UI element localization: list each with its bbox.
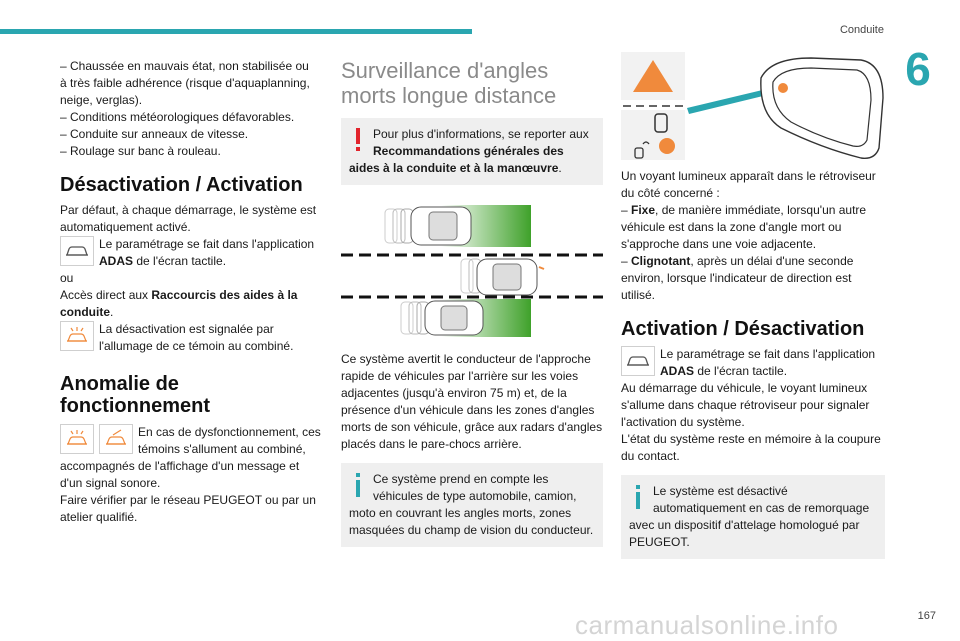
paragraph: Ce système prend en compte les	[373, 472, 549, 486]
paragraph: Le paramétrage se fait dans l'application	[660, 347, 876, 361]
paragraph: d'un signal sonore.	[60, 476, 161, 490]
paragraph: l'allumage de ce témoin au combiné.	[99, 339, 294, 353]
title-line: morts longue distance	[341, 83, 557, 108]
heading-line: Anomalie de	[60, 373, 179, 395]
paragraph: L'état du système reste en mémoire à la coupure	[621, 432, 881, 446]
heading-anomalie	[60, 373, 322, 417]
paragraph: s'approche dans une voie adjacente.	[621, 237, 817, 251]
paragraph: , de manière immédiate, lorsqu'un autre	[655, 203, 867, 217]
heading-activation: Activation / Désactivation	[621, 318, 865, 340]
paragraph: accompagnés de l'affichage d'un message et	[60, 459, 300, 473]
car-shape	[461, 259, 544, 295]
adas-setting-row	[60, 236, 322, 270]
column-middle	[341, 58, 603, 547]
column-left	[60, 58, 322, 526]
adas-label: ADAS	[99, 254, 134, 268]
list-line: à très faible adhérence (risque d'aquaplanning,	[60, 76, 310, 90]
mode-label: Clignotant	[631, 254, 691, 268]
paragraph: l'activation du système.	[621, 415, 745, 429]
paragraph: de l'écran tactile.	[694, 364, 788, 378]
heading-deactivation: Désactivation / Activation	[60, 174, 303, 196]
paragraph: Le paramétrage se fait dans l'application	[99, 237, 315, 251]
paragraph: présence d'un véhicule dans les zones d'angles	[341, 403, 595, 417]
paragraph: masquées du champ de vision du conducteur.	[349, 523, 594, 537]
paragraph: rapide de véhicules par l'arrière sur les voies	[341, 369, 579, 383]
info-icon	[351, 471, 365, 499]
paragraph: environ, lorsque l'indicateur de direction est	[621, 271, 852, 285]
mirror-illustration	[621, 48, 885, 160]
paragraph: de l'écran tactile.	[133, 254, 227, 268]
reference-label: Recommandations générales des	[373, 144, 564, 158]
blind-spot-illustration	[341, 199, 603, 339]
paragraph: automatiquement activé.	[60, 220, 191, 234]
paragraph: Ce système avertit le conducteur de l'approche	[341, 352, 591, 366]
section-title: Conduite	[839, 24, 884, 36]
paragraph: s'allume dans chaque rétroviseur pour signaler	[621, 398, 870, 412]
paragraph: PEUGEOT.	[629, 535, 690, 549]
dash: –	[621, 203, 632, 217]
list-line: – Roulage sur banc à rouleau.	[60, 144, 221, 158]
paragraph: Un voyant lumineux apparaît dans le rétroviseur	[621, 169, 876, 183]
side-mirror	[761, 58, 883, 158]
punctuation: .	[558, 161, 562, 175]
info-icon	[631, 483, 645, 511]
header-accent-bar	[0, 29, 472, 34]
car-shape	[401, 301, 483, 335]
paragraph: Accès direct aux	[60, 288, 152, 302]
section-title-blind-spot	[341, 58, 603, 108]
list-line: – Conditions météorologiques défavorables.	[60, 110, 295, 124]
paragraph: véhicule est dans la zone d'angle mort ou	[621, 220, 842, 234]
fault-row	[60, 424, 322, 458]
adas-setting-row	[621, 346, 885, 380]
car-shape	[385, 207, 471, 245]
adas-label: ADAS	[660, 364, 695, 378]
panel	[621, 110, 685, 160]
reference-label: aides à la conduite et à la manœuvre	[349, 161, 559, 175]
paragraph: moto en couvrant les angles morts, zones	[349, 506, 572, 520]
page-number: 167	[917, 610, 936, 622]
paragraph: ou	[60, 271, 74, 285]
car-settings-icon	[621, 346, 655, 376]
paragraph: avec un dispositif d'attelage homologué par	[629, 518, 860, 532]
paragraph: du côté concerné :	[621, 186, 720, 200]
paragraph: témoins s'allument au combiné,	[138, 442, 306, 456]
mode-label: Fixe	[631, 203, 656, 217]
paragraph: automatiquement en cas de remorquage	[653, 501, 870, 515]
pointer-arrow	[687, 88, 771, 114]
warning-exclamation-icon	[351, 126, 365, 154]
title-line: Surveillance d'angles	[341, 58, 549, 83]
info-note	[341, 463, 603, 547]
blind-spot-warning-icon	[60, 321, 94, 351]
shortcut-label: Raccourcis des aides à la	[151, 288, 298, 302]
heading-line: fonctionnement	[60, 395, 210, 417]
paragraph: La désactivation est signalée par	[99, 322, 274, 336]
paragraph: atelier qualifié.	[60, 510, 138, 524]
paragraph: Par défaut, à chaque démarrage, le système est	[60, 203, 317, 217]
list-line: – Chaussée en mauvais état, non stabilisée ou	[60, 59, 309, 73]
info-note	[621, 475, 885, 559]
watermark: carmanualsonline.info	[575, 610, 839, 640]
paragraph: véhicules de type automobile, camion,	[373, 489, 577, 503]
paragraph: Pour plus d'informations, se reporter aux	[373, 127, 589, 141]
paragraph: Faire vérifier par le réseau PEUGEOT ou par un	[60, 493, 316, 507]
paragraph: morts de son véhicule, grâce aux radars d'angles	[341, 420, 603, 434]
paragraph: Au démarrage du véhicule, le voyant lumineux	[621, 381, 868, 395]
list-line: neige, verglas).	[60, 93, 143, 107]
list-line: – Conduite sur anneaux de vitesse.	[60, 127, 249, 141]
fault-icon	[60, 424, 94, 454]
car-settings-icon	[99, 424, 133, 454]
chapter-number: 6	[905, 43, 931, 95]
column-right	[621, 48, 885, 559]
shortcut-label: conduite	[60, 305, 110, 319]
paragraph: utilisé.	[621, 288, 656, 302]
paragraph: , après un délai d'une seconde	[690, 254, 854, 268]
punctuation: .	[110, 305, 114, 319]
signal-row	[60, 321, 322, 355]
warning-note	[341, 118, 603, 185]
dash: –	[621, 254, 632, 268]
paragraph: adjacentes (jusqu'à environ 75 m) et, de la	[341, 386, 567, 400]
paragraph: placés dans le pare-chocs arrière.	[341, 437, 522, 451]
car-settings-icon	[60, 236, 94, 266]
paragraph: Le système est désactivé	[653, 484, 788, 498]
paragraph: du contact.	[621, 449, 680, 463]
paragraph: En cas de dysfonctionnement, ces	[138, 425, 321, 439]
